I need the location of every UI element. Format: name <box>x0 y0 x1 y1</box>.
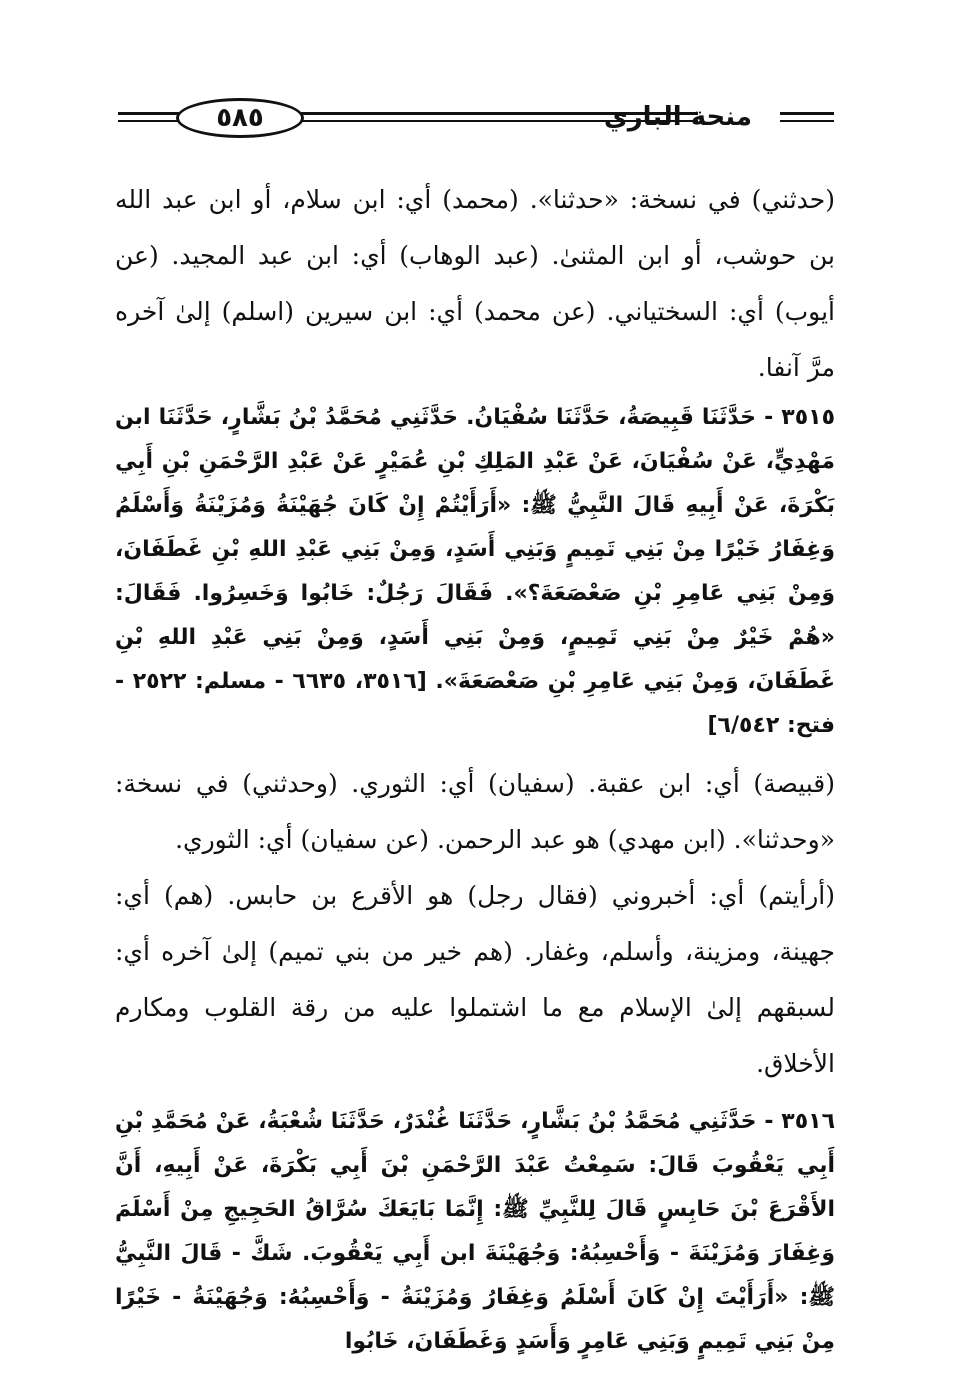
header-rule-left-top <box>118 112 180 115</box>
hadith-text: ٣٥١٥ - حَدَّثَنَا قَبِيصَةُ، حَدَّثَنَا سُفْيَانُ. حَدَّثَنِي مُحَمَّدُ بْنُ بَشَّارٍ، حَدَّثَنَا ابن مَهْدِيٍّ، عَنْ سُفْيَانَ، عَنْ عَبْدِ المَلِكِ بْنِ عُمَيْرٍ عَنْ عَبْدِ الرَّحْمَنِ بْنِ أَبِي بَكْرَةَ، عَنْ أَبِيهِ قَالَ النَّبِيُّ ﷺ: «أَرَأَيْتُمْ إِنْ كَانَ جُهَيْنَةُ وَمُزَيْنَةُ وَأَسْلَمُ وَغِفَارُ خَيْرًا مِنْ بَنِي تَمِيمٍ وَبَنِي أَسَدٍ، وَمِنْ بَنِي عَبْدِ اللهِ بْنِ غَطَفَانَ، وَمِنْ بَنِي عَامِرِ بْنِ صَعْصَعَةَ؟». فَقَالَ رَجُلٌ: خَابُوا وَخَسِرُوا. فَقَالَ: «هُمْ خَيْرٌ مِنْ بَنِي تَمِيمٍ، وَمِنْ بَنِي أَسَدٍ، وَمِنْ بَنِي عَبْدِ اللهِ بْنِ غَطَفَانَ، وَمِنْ بَنِي عَامِرِ بْنِ صَعْصَعَةَ». [٣٥١٦، ٦٦٣٥ - مسلم: ٢٥٢٢ - فتح: ٦/٥٤٢] <box>115 405 835 738</box>
header-rule-left-bottom <box>118 120 180 122</box>
page-content <box>115 172 835 1364</box>
running-title: منحة الباري <box>603 102 752 132</box>
page-header <box>118 96 834 146</box>
spacer <box>115 748 835 756</box>
commentary-paragraph: (أرأيتم) أي: أخبروني (فقال رجل) هو الأقرع بن حابس. (هم) أي: جهينة، ومزينة، وأسلم، وغفار. (هم خير من بني تميم) إلىٰ آخره أي: لسبقهم إلىٰ الإسلام مع ما اشتملوا عليه من رقة القلوب ومكارم الأخلاق. <box>115 881 835 1078</box>
hadith-text: ٣٥١٦ - حَدَّثَنِي مُحَمَّدُ بْنُ بَشَّارٍ، حَدَّثَنَا غُنْدَرٌ، حَدَّثَنَا شُعْبَةُ، عَنْ مُحَمَّدِ بْنِ أَبِي يَعْقُوبَ قَالَ: سَمِعْتُ عَبْدَ الرَّحْمَنِ بْنَ أَبِي بَكْرَةَ، عَنْ أَبِيهِ، أَنَّ الأَقْرَعَ بْنَ حَابِسٍ قَالَ لِلنَّبِيِّ ﷺ: إِنَّمَا بَايَعَكَ سُرَّاقُ الحَجِيجِ مِنْ أَسْلَمَ وَغِفَارَ وَمُزَيْنَةَ - وَأَحْسِبُهُ: وَجُهَيْنَةَ ابن أَبِي يَعْقُوبَ. شَكَّ - قَالَ النَّبِيُّ ﷺ: «أَرَأَيْتَ إِنْ كَانَ أَسْلَمُ وَغِفَارُ وَمُزَيْنَةُ - وَأَحْسِبُهُ: وَجُهَيْنَةُ - خَيْرًا مِنْ بَنِي تَمِيمٍ وَبَنِي عَامِرٍ وَأَسَدٍ وَغَطَفَانَ، خَابُوا <box>115 1109 835 1354</box>
commentary-paragraph: (قبيصة) أي: ابن عقبة. (سفيان) أي: الثوري. (وحدثني) في نسخة: «وحدثنا». (ابن مهدي) هو عبد الرحمن. (عن سفيان) أي: الثوري. <box>115 769 835 854</box>
commentary-paragraph: (حدثني) في نسخة: «حدثنا». (محمد) أي: ابن سلام، أو ابن عبد الله بن حوشب، أو ابن المثنىٰ. (عبد الوهاب) أي: ابن عبد المجيد. (عن أيوب) أي: السختياني. (عن محمد) أي: ابن سيرين (اسلم) إلىٰ آخره مرَّ آنفا. <box>115 185 835 382</box>
page-number: ٥٨٥ <box>176 98 304 138</box>
header-rule-right-bottom <box>780 120 834 122</box>
header-rule-right-top <box>780 112 834 115</box>
spacer <box>115 1092 835 1100</box>
